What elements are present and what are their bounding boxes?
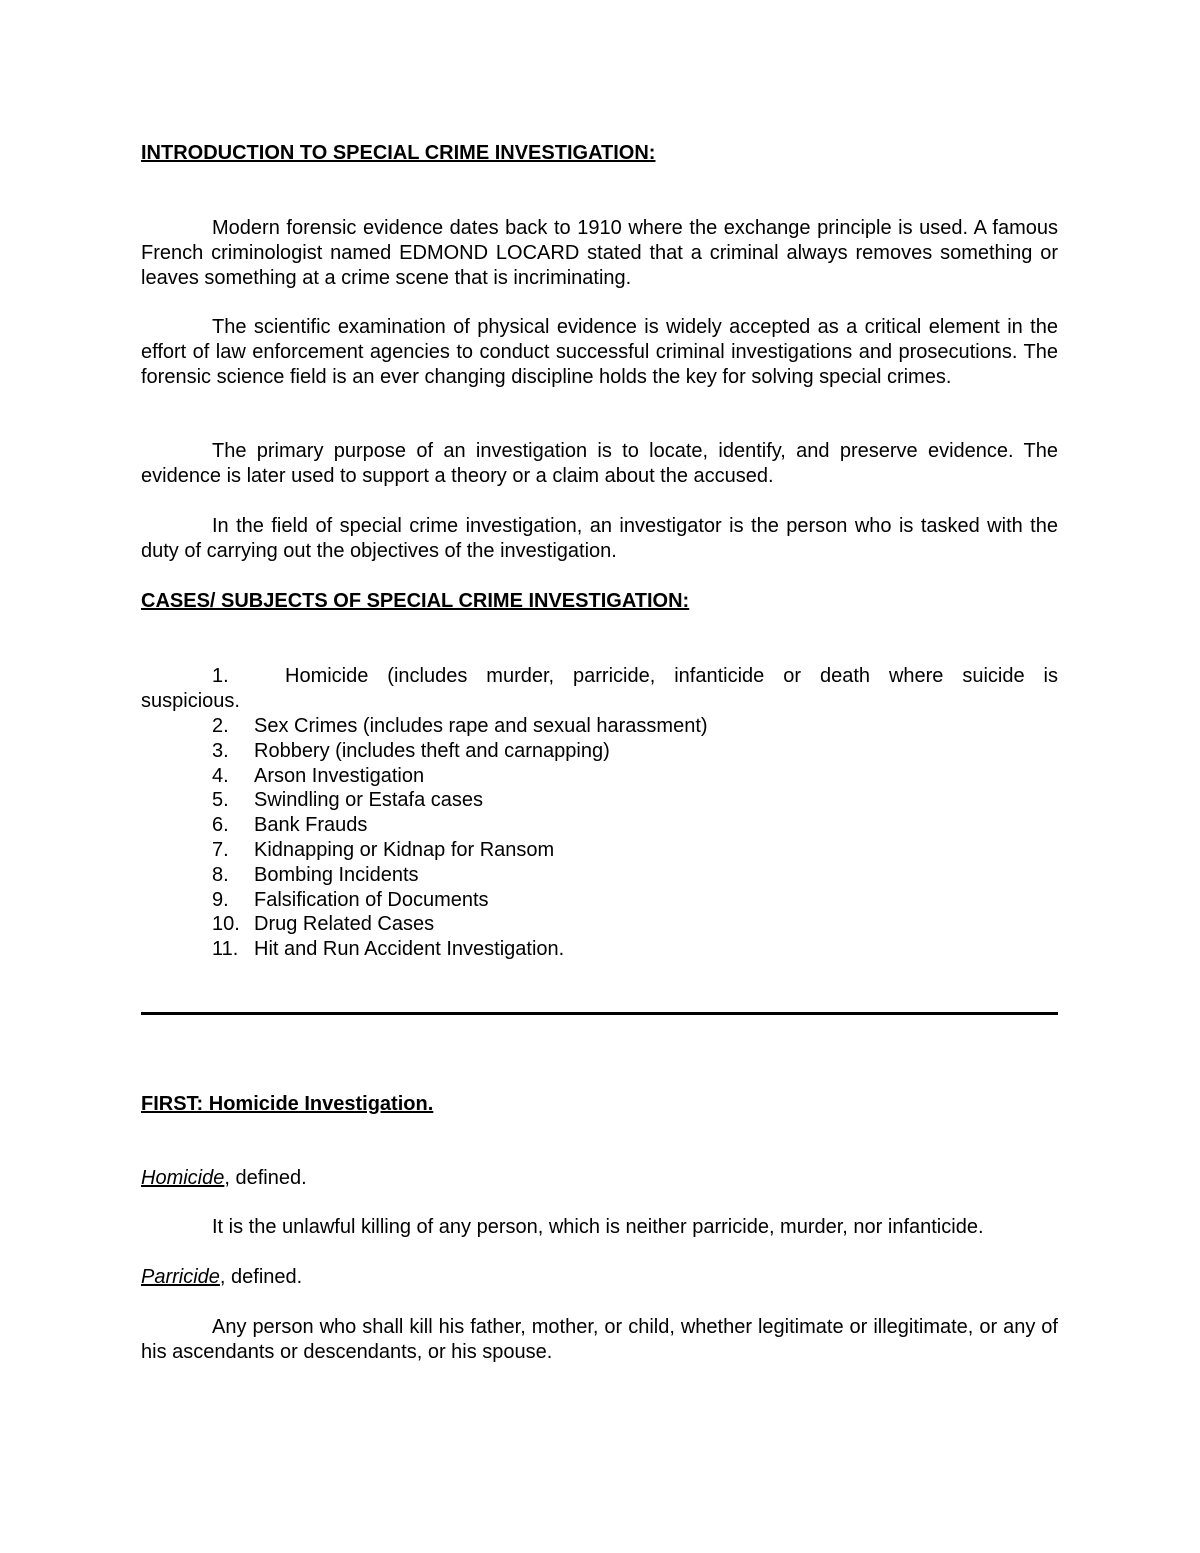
list-item-1-text-line1: Homicide (includes murder, parricide, infanticide or death where suicide is [285, 665, 1058, 687]
list-item-text: Drug Related Cases [254, 913, 435, 935]
list-item-text: Swindling or Estafa cases [254, 789, 484, 811]
list-item [212, 788, 483, 813]
list-item-text: Kidnapping or Kidnap for Ransom [254, 839, 555, 861]
list-item [212, 764, 424, 789]
list-item-number: 9. [212, 889, 229, 911]
list-item-1-text-line2: suspicious. [141, 690, 240, 712]
intro-paragraph-4-text: In the field of special crime investigation, an investigator is the person who is tasked with the duty of carrying out the objectives of the investigation. [141, 515, 1058, 562]
intro-paragraph-2 [141, 315, 1058, 390]
parricide-definition-text [141, 1315, 1058, 1365]
list-item [212, 863, 419, 888]
intro-paragraph-3 [141, 439, 1058, 489]
list-item-text: Bombing Incidents [254, 864, 419, 886]
list-item-1-number: 1. [212, 665, 229, 687]
list-item-number: 7. [212, 839, 229, 861]
list-item-number: 4. [212, 765, 229, 787]
list-item [212, 888, 489, 913]
parricide-definition-body: Any person who shall kill his father, mother, or child, whether legitimate or illegitimate, or any of his ascendants or descendants, or his spouse. [141, 1316, 1058, 1363]
intro-paragraph-2-text: The scientific examination of physical evidence is widely accepted as a critical element in the effort of law enforcement agencies to conduct successful criminal investigations and prosecutions. The forensic science field is an ever changing discipline holds the key for solving special crimes. [141, 316, 1058, 388]
list-item-number: 2. [212, 715, 229, 737]
list-item-number: 3. [212, 740, 229, 762]
list-item [212, 813, 367, 838]
list-item [212, 714, 708, 739]
list-item [212, 912, 434, 937]
homicide-term: Homicide [141, 1167, 225, 1189]
list-item-text: Hit and Run Accident Investigation. [254, 938, 565, 960]
parricide-definition-label [141, 1265, 302, 1290]
parricide-term-suffix: , defined. [219, 1266, 303, 1288]
parricide-term: Parricide [141, 1266, 220, 1288]
list-item-number: 6. [212, 814, 229, 836]
list-item [212, 739, 610, 764]
section-divider [141, 1012, 1058, 1015]
homicide-heading: FIRST: Homicide Investigation. [141, 1093, 434, 1115]
cases-heading: CASES/ SUBJECTS OF SPECIAL CRIME INVESTIGATION: [141, 590, 690, 612]
list-item-number: 11. [212, 938, 239, 960]
list-item-text: Sex Crimes (includes rape and sexual harassment) [254, 715, 708, 737]
list-item-text: Falsification of Documents [254, 889, 489, 911]
intro-paragraph-1-text: Modern forensic evidence dates back to 1910 where the exchange principle is used. A famous French criminologist named EDMOND LOCARD stated that a criminal always removes something or leaves something at a crime scene that is incriminating. [141, 217, 1058, 289]
list-item-text: Bank Frauds [254, 814, 368, 836]
list-item [212, 838, 554, 863]
list-item-number: 5. [212, 789, 229, 811]
list-item-text: Robbery (includes theft and carnapping) [254, 740, 610, 762]
homicide-term-suffix: , defined. [224, 1167, 307, 1189]
intro-paragraph-4 [141, 514, 1058, 564]
intro-paragraph-3-text: The primary purpose of an investigation is to locate, identify, and preserve evidence. The evidence is later used to support a theory or a claim about the accused. [141, 440, 1058, 487]
list-item [212, 937, 564, 962]
list-item-number: 8. [212, 864, 229, 886]
homicide-definition-text: It is the unlawful killing of any person, which is neither parricide, murder, nor infanticide. [212, 1216, 984, 1238]
list-item-number: 10. [212, 913, 240, 935]
homicide-definition-label [141, 1166, 307, 1191]
intro-heading: INTRODUCTION TO SPECIAL CRIME INVESTIGATION: [141, 142, 656, 164]
list-item-text: Arson Investigation [254, 765, 425, 787]
intro-paragraph-1 [141, 216, 1058, 291]
